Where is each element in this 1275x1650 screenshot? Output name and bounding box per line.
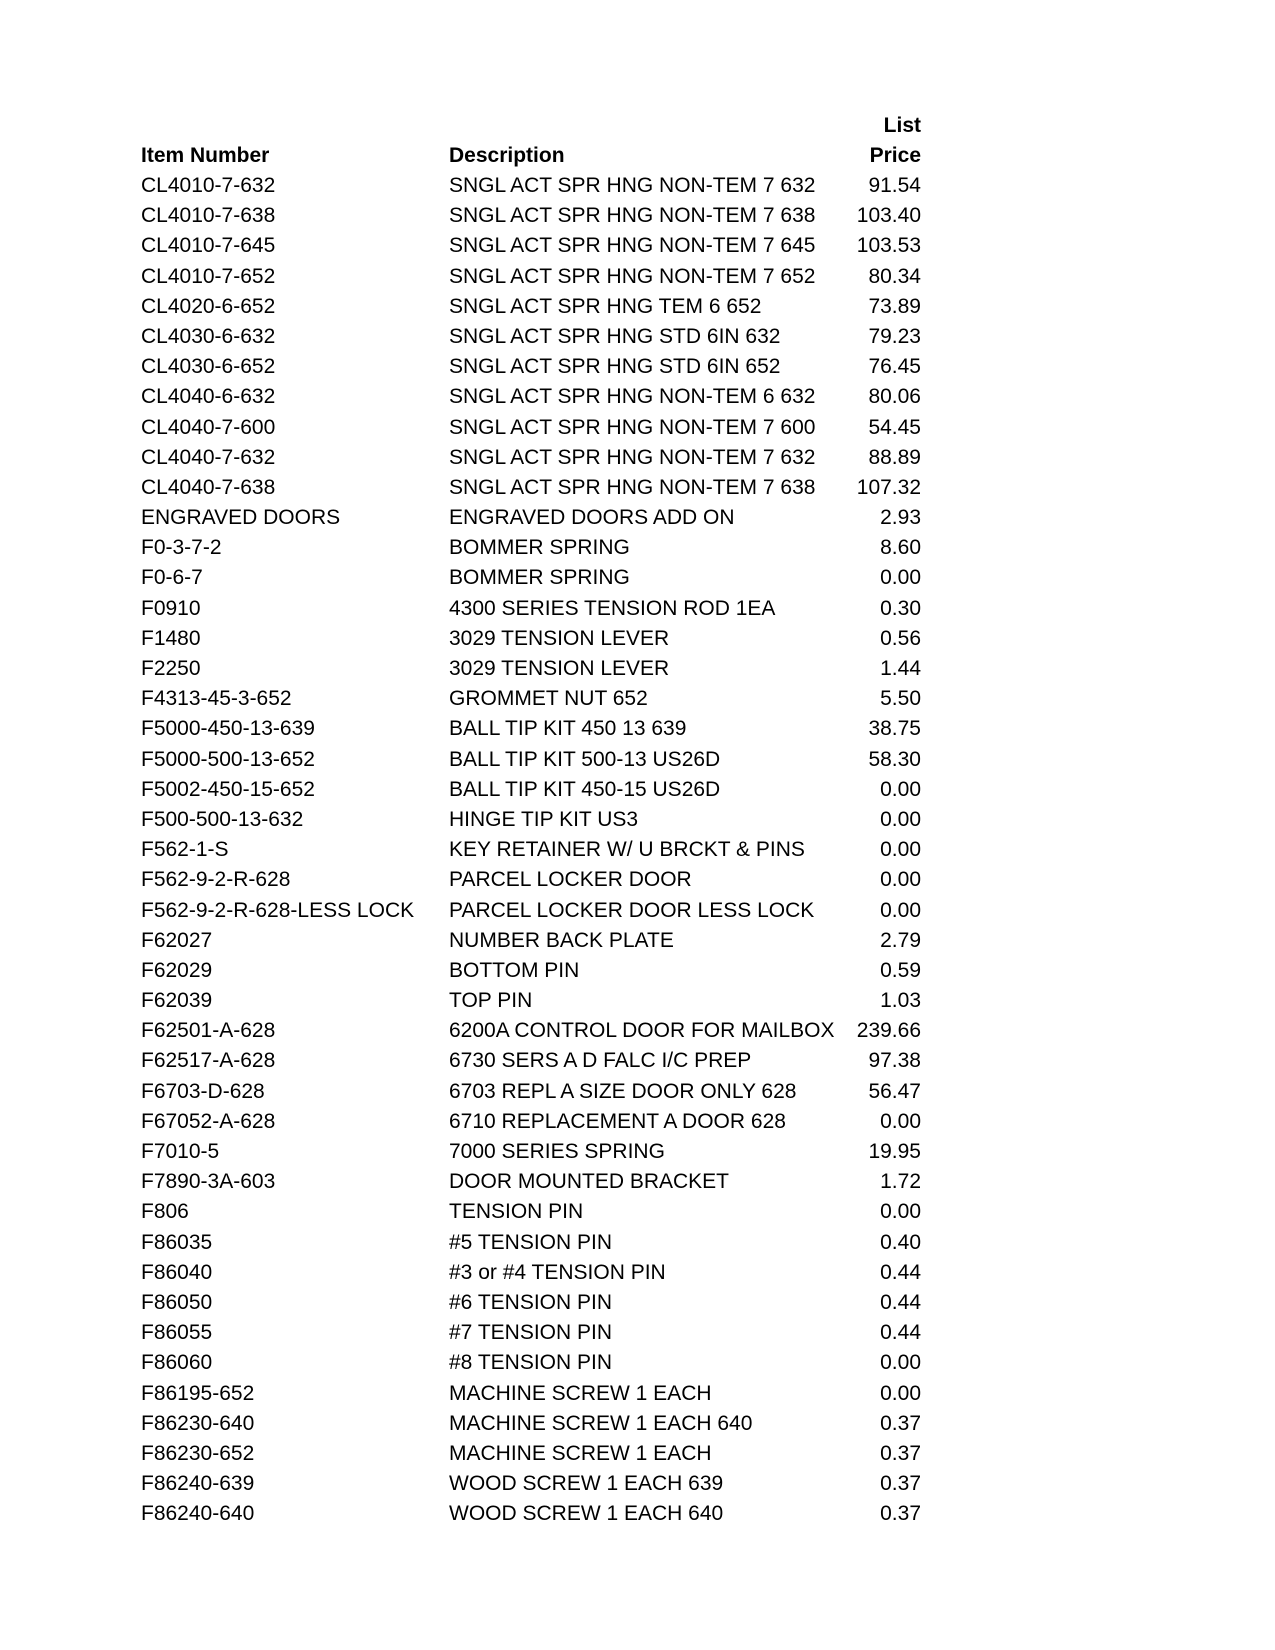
item-number-cell: CL4030-6-652 (141, 355, 276, 379)
list-price-cell: 1.72 (880, 1170, 921, 1194)
description-cell: DOOR MOUNTED BRACKET (449, 1170, 730, 1194)
list-price-cell: 107.32 (856, 475, 921, 499)
description-cell: BALL TIP KIT 450-15 US26D (449, 777, 721, 801)
table-row (141, 292, 921, 322)
table-row (141, 684, 921, 714)
item-number-cell: F562-1-S (141, 838, 229, 862)
table-row (141, 1228, 921, 1258)
description-cell: SNGL ACT SPR HNG NON-TEM 7 638 (449, 475, 816, 499)
list-price-cell: 0.00 (880, 1200, 921, 1224)
list-price-cell: 0.00 (880, 1381, 921, 1405)
description-cell: PARCEL LOCKER DOOR (449, 868, 692, 892)
table-row (141, 865, 921, 895)
table-row (141, 654, 921, 684)
list-price-cell: 0.00 (880, 1109, 921, 1133)
description-cell: 6710 REPLACEMENT A DOOR 628 (449, 1109, 786, 1133)
list-price-cell: 0.00 (880, 807, 921, 831)
description-cell: PARCEL LOCKER DOOR LESS LOCK (449, 898, 815, 922)
description-cell: BOMMER SPRING (449, 536, 630, 560)
list-price-cell: 0.00 (880, 566, 921, 590)
item-number-cell: F62517-A-628 (141, 1049, 276, 1073)
list-price-cell: 73.89 (868, 294, 921, 318)
description-cell: SNGL ACT SPR HNG NON-TEM 7 632 (449, 174, 816, 197)
list-price-cell: 0.00 (880, 777, 921, 801)
item-number-cell: F5002-450-15-652 (141, 777, 315, 801)
list-price-cell: 0.44 (880, 1321, 921, 1345)
table-body (141, 171, 921, 1529)
item-number-cell: CL4040-7-638 (141, 475, 276, 499)
table-row (141, 1348, 921, 1378)
description-cell: #6 TENSION PIN (449, 1290, 612, 1314)
description-cell: ENGRAVED DOORS ADD ON (449, 506, 735, 530)
table-row (141, 413, 921, 443)
list-price-cell: 0.30 (880, 596, 921, 620)
table-row (141, 926, 921, 956)
list-price-cell: 88.89 (868, 445, 921, 469)
list-price-cell: 79.23 (868, 324, 921, 348)
list-price-cell: 80.34 (868, 264, 921, 288)
item-number-cell: CL4030-6-632 (141, 324, 276, 348)
item-number-cell: F86240-639 (141, 1472, 255, 1496)
description-cell: SNGL ACT SPR HNG NON-TEM 7 600 (449, 415, 816, 439)
description-cell: #3 or #4 TENSION PIN (449, 1260, 666, 1284)
description-cell: 3029 TENSION LEVER (449, 626, 670, 650)
list-price-cell: 5.50 (880, 687, 921, 711)
list-price-cell: 0.37 (880, 1502, 921, 1526)
description-cell: SNGL ACT SPR HNG NON-TEM 7 645 (449, 234, 816, 258)
table-row (141, 594, 921, 624)
description-cell: KEY RETAINER W/ U BRCKT & PINS (449, 838, 805, 862)
table-row (141, 1409, 921, 1439)
list-price-cell: 0.37 (880, 1411, 921, 1435)
list-price-cell: 80.06 (868, 385, 921, 409)
table-row (141, 563, 921, 593)
list-price-cell: 0.37 (880, 1441, 921, 1465)
description-cell: TENSION PIN (449, 1200, 584, 1224)
item-number-cell: F806 (141, 1200, 189, 1224)
description-cell: 4300 SERIES TENSION ROD 1EA (449, 596, 776, 620)
item-number-cell: F0910 (141, 596, 201, 620)
description-cell: SNGL ACT SPR HNG NON-TEM 6 632 (449, 385, 816, 409)
list-price-cell: 103.53 (856, 234, 921, 258)
description-cell: SNGL ACT SPR HNG NON-TEM 7 632 (449, 445, 816, 469)
table-row (141, 231, 921, 261)
table-row (141, 201, 921, 231)
description-cell: SNGL ACT SPR HNG NON-TEM 7 638 (449, 204, 816, 228)
list-price-cell: 0.44 (880, 1290, 921, 1314)
table-row (141, 1016, 921, 1046)
item-number-cell: F86050 (141, 1290, 213, 1314)
item-number-cell: CL4010-7-652 (141, 264, 276, 288)
table-row (141, 745, 921, 775)
description-cell: 6730 SERS A D FALC I/C PREP (449, 1049, 752, 1073)
table-row (141, 503, 921, 533)
table-row (141, 382, 921, 412)
price-list-table (141, 111, 921, 1529)
list-price-cell: 91.54 (868, 174, 921, 197)
item-number-cell: ENGRAVED DOORS (141, 506, 341, 530)
header-list-price-line2: Price (869, 144, 921, 167)
item-number-cell: F5000-450-13-639 (141, 717, 315, 741)
list-price-cell: 0.56 (880, 626, 921, 650)
table-row (141, 1318, 921, 1348)
table-row (141, 1499, 921, 1529)
table-row (141, 835, 921, 865)
description-cell: SNGL ACT SPR HNG STD 6IN 632 (449, 324, 781, 348)
table-row (141, 1469, 921, 1499)
table-row (141, 171, 921, 201)
table-row (141, 805, 921, 835)
item-number-cell: F2250 (141, 657, 201, 680)
table-row (141, 1137, 921, 1167)
list-price-cell: 8.60 (880, 536, 921, 560)
item-number-cell: F562-9-2-R-628-LESS LOCK (141, 898, 415, 922)
header-list-price-line1: List (883, 114, 921, 137)
item-number-cell: F67052-A-628 (141, 1109, 276, 1133)
list-price-cell: 97.38 (868, 1049, 921, 1073)
description-cell: BOTTOM PIN (449, 958, 580, 982)
description-cell: BALL TIP KIT 450 13 639 (449, 717, 687, 741)
table-row (141, 533, 921, 563)
table-row (141, 775, 921, 805)
table-row (141, 896, 921, 926)
description-cell: SNGL ACT SPR HNG STD 6IN 652 (449, 355, 781, 379)
description-cell: HINGE TIP KIT US3 (449, 807, 639, 831)
list-price-cell: 76.45 (868, 355, 921, 379)
item-number-cell: F86230-652 (141, 1441, 255, 1465)
item-number-cell: CL4010-7-638 (141, 204, 276, 228)
table-row (141, 1439, 921, 1469)
header-list-price (870, 111, 921, 171)
list-price-cell: 1.03 (880, 989, 921, 1013)
table-row (141, 1258, 921, 1288)
table-row (141, 1379, 921, 1409)
item-number-cell: F86230-640 (141, 1411, 255, 1435)
list-price-cell: 19.95 (868, 1140, 921, 1163)
item-number-cell: F62027 (141, 928, 213, 952)
item-number-cell: CL4010-7-632 (141, 174, 276, 197)
list-price-cell: 58.30 (868, 747, 921, 771)
item-number-cell: F62039 (141, 989, 213, 1013)
item-number-cell: CL4040-6-632 (141, 385, 276, 409)
list-price-cell: 2.93 (880, 506, 921, 530)
list-price-cell: 54.45 (868, 415, 921, 439)
table-row (141, 443, 921, 473)
list-price-cell: 0.40 (880, 1230, 921, 1254)
list-price-cell: 0.00 (880, 898, 921, 922)
item-number-cell: CL4040-7-600 (141, 415, 276, 439)
table-row (141, 714, 921, 744)
item-number-cell: F7010-5 (141, 1140, 220, 1163)
item-number-cell: F62501-A-628 (141, 1019, 276, 1043)
item-number-cell: F86035 (141, 1230, 213, 1254)
item-number-cell: F6703-D-628 (141, 1079, 265, 1103)
table-header (141, 111, 921, 171)
list-price-cell: 103.40 (856, 204, 921, 228)
table-row (141, 1077, 921, 1107)
table-row (141, 1046, 921, 1076)
header-item-number: Item Number (141, 144, 270, 167)
description-cell: MACHINE SCREW 1 EACH (449, 1381, 712, 1405)
table-row (141, 1288, 921, 1318)
table-row (141, 986, 921, 1016)
table-row (141, 956, 921, 986)
list-price-cell: 0.37 (880, 1472, 921, 1496)
description-cell: BALL TIP KIT 500-13 US26D (449, 747, 721, 771)
item-number-cell: F500-500-13-632 (141, 807, 304, 831)
item-number-cell: CL4010-7-645 (141, 234, 276, 258)
table-row (141, 624, 921, 654)
list-price-cell: 1.44 (880, 657, 921, 680)
header-description: Description (449, 144, 565, 167)
list-price-cell: 0.00 (880, 1351, 921, 1375)
list-price-cell: 0.00 (880, 868, 921, 892)
description-cell: #5 TENSION PIN (449, 1230, 612, 1254)
item-number-cell: F86040 (141, 1260, 213, 1284)
item-number-cell: F562-9-2-R-628 (141, 868, 291, 892)
item-number-cell: F86195-652 (141, 1381, 255, 1405)
table-row (141, 352, 921, 382)
list-price-cell: 2.79 (880, 928, 921, 952)
table-row (141, 473, 921, 503)
description-cell: BOMMER SPRING (449, 566, 630, 590)
description-cell: #8 TENSION PIN (449, 1351, 612, 1375)
item-number-cell: F1480 (141, 626, 201, 650)
table-row (141, 1197, 921, 1227)
list-price-cell: 239.66 (856, 1019, 921, 1043)
table-row (141, 1167, 921, 1197)
description-cell: MACHINE SCREW 1 EACH 640 (449, 1411, 753, 1435)
item-number-cell: F86240-640 (141, 1502, 255, 1526)
item-number-cell: F86060 (141, 1351, 213, 1375)
description-cell: MACHINE SCREW 1 EACH (449, 1441, 712, 1465)
item-number-cell: CL4020-6-652 (141, 294, 276, 318)
description-cell: WOOD SCREW 1 EACH 639 (449, 1472, 724, 1496)
item-number-cell: F62029 (141, 958, 213, 982)
table-row (141, 322, 921, 352)
description-cell: 6703 REPL A SIZE DOOR ONLY 628 (449, 1079, 797, 1103)
list-price-cell: 0.44 (880, 1260, 921, 1284)
item-number-cell: F4313-45-3-652 (141, 687, 292, 711)
table-row (141, 262, 921, 292)
description-cell: 3029 TENSION LEVER (449, 657, 670, 680)
item-number-cell: F86055 (141, 1321, 213, 1345)
list-price-cell: 0.59 (880, 958, 921, 982)
description-cell: 7000 SERIES SPRING (449, 1140, 665, 1163)
description-cell: GROMMET NUT 652 (449, 687, 648, 711)
list-price-cell: 38.75 (868, 717, 921, 741)
description-cell: SNGL ACT SPR HNG NON-TEM 7 652 (449, 264, 816, 288)
description-cell: #7 TENSION PIN (449, 1321, 612, 1345)
item-number-cell: F5000-500-13-652 (141, 747, 315, 771)
description-cell: WOOD SCREW 1 EACH 640 (449, 1502, 724, 1526)
description-cell: TOP PIN (449, 989, 533, 1013)
item-number-cell: F0-6-7 (141, 566, 203, 590)
list-price-cell: 56.47 (868, 1079, 921, 1103)
description-cell: SNGL ACT SPR HNG TEM 6 652 (449, 294, 762, 318)
description-cell: NUMBER BACK PLATE (449, 928, 674, 952)
item-number-cell: F7890-3A-603 (141, 1170, 276, 1194)
table-row (141, 1107, 921, 1137)
item-number-cell: CL4040-7-632 (141, 445, 276, 469)
list-price-cell: 0.00 (880, 838, 921, 862)
item-number-cell: F0-3-7-2 (141, 536, 222, 560)
description-cell: 6200A CONTROL DOOR FOR MAILBOX (449, 1019, 835, 1043)
